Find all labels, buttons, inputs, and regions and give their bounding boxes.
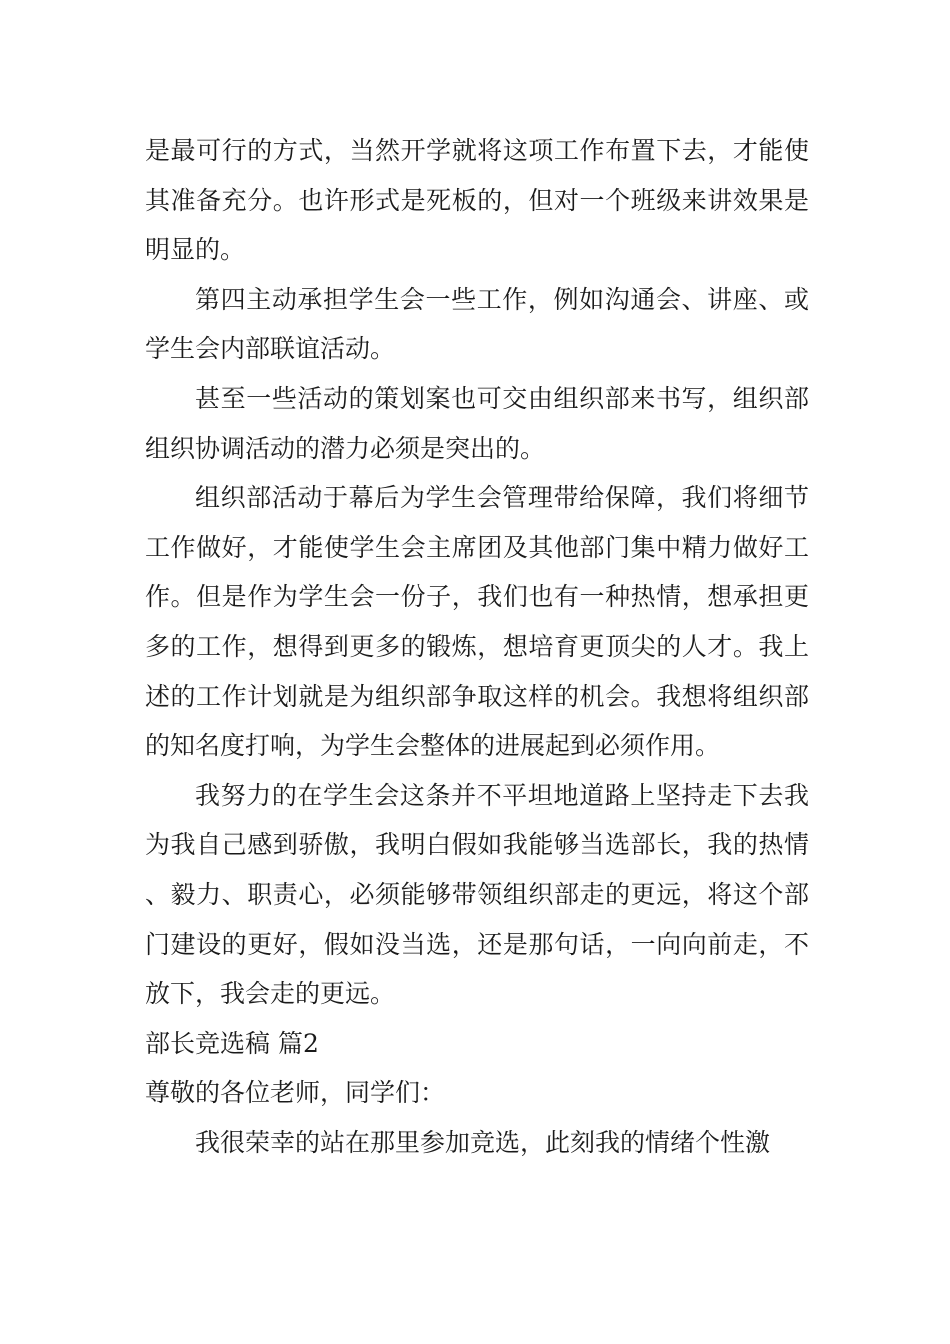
- section-title: 部长竞选稿 篇2: [145, 1028, 319, 1058]
- salutation: 尊敬的各位老师，同学们：: [145, 1078, 446, 1108]
- paragraph-planning: 甚至一些活动的策划案也可交由组织部来书写，组织部组织协调活动的潜力必须是突出的。: [145, 383, 809, 463]
- paragraph-opening: 我很荣幸的站在那里参加竞选，此刻我的情绪个性激: [195, 1127, 771, 1157]
- document-body: [145, 126, 809, 1167]
- paragraph-continuation: 是最可行的方式，当然开学就将这项工作布置下去，才能使其准备充分。也许形式是死板的，但对一个班级来讲效果是明显的。: [145, 136, 809, 265]
- paragraph-closing: 我努力的在学生会这条并不平坦地道路上坚持走下去我为我自己感到骄傲，我明白假如我能够当选部长，我的热情、毅力、职责心，必须能够带领组织部走的更远，将这个部门建设的更好，假如没当选，还是那句话，一向向前走，不放下，我会走的更远。: [145, 780, 809, 1009]
- paragraph-behind-scenes: 组织部活动于幕后为学生会管理带给保障，我们将细节工作做好，才能使学生会主席团及其他部门集中精力做好工作。但是作为学生会一份子，我们也有一种热情，想承担更多的工作，想得到更多的锻炼，想培育更顶尖的人才。我上述的工作计划就是为组织部争取这样的机会。我想将组织部的知名度打响，为学生会整体的进展起到必须作用。: [145, 483, 809, 761]
- paragraph-fourth-point: 第四主动承担学生会一些工作，例如沟通会、讲座、或学生会内部联谊活动。: [145, 284, 809, 364]
